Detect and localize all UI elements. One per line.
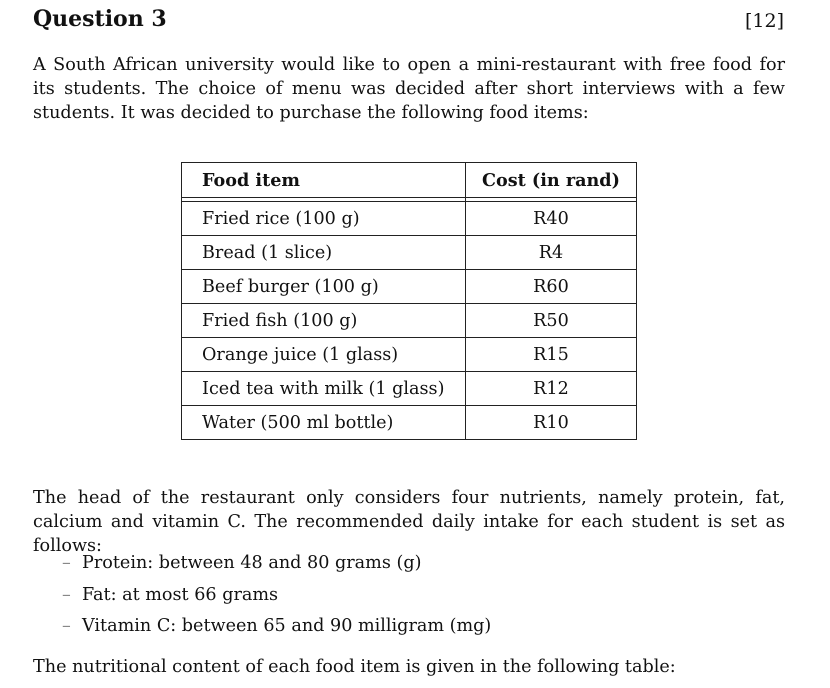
table-row [182, 270, 636, 304]
list-item-text: Fat: at most 66 grams [82, 584, 279, 605]
dash-bullet: – [62, 616, 71, 636]
cost-cell: R10 [533, 412, 569, 433]
table-header-row [182, 163, 636, 198]
dash-bullet: – [62, 553, 71, 573]
intro-paragraph: A South African university would like to open a mini-restaurant with free food for its students. The choice of menu was decided after short interviews with a few students. It was decided to purchase the following food items: [33, 55, 785, 123]
list-item [62, 582, 491, 614]
cost-cell: R40 [466, 202, 636, 236]
food-cost-table [181, 162, 637, 440]
table-row [182, 406, 636, 439]
food-item-cell: Orange juice (1 glass) [182, 338, 466, 372]
cost-cell: R12 [466, 372, 636, 406]
list-item [62, 550, 491, 582]
table-row [182, 236, 636, 270]
cost-cell: R60 [466, 270, 636, 304]
question-title: Question 3 [33, 6, 167, 32]
list-item-text: Vitamin C: between 65 and 90 milligram (mg) [82, 616, 492, 636]
intake-list [62, 550, 491, 645]
food-item-cell: Fried fish (100 g) [182, 304, 466, 338]
closing-paragraph: The nutritional content of each food item is given in the following table: [33, 657, 676, 677]
cost-cell: R15 [466, 338, 636, 372]
header-cost: Cost (in rand) [466, 163, 636, 198]
list-item-text: Protein: between 48 and 80 grams (g) [82, 553, 422, 573]
table-row [182, 304, 636, 338]
food-item-cell: Fried rice (100 g) [182, 202, 466, 236]
table-row [182, 372, 636, 406]
dash-bullet: – [62, 584, 71, 605]
header-food-item: Food item [182, 163, 466, 198]
food-item-cell: Iced tea with milk (1 glass) [182, 372, 466, 406]
question-marks: [12] [744, 10, 784, 32]
list-item [62, 613, 491, 645]
food-item-cell: Beef burger (100 g) [182, 270, 466, 304]
cost-cell: R50 [466, 304, 636, 338]
food-item-cell: Water (500 ml bottle) [182, 406, 466, 439]
food-item-cell: Bread (1 slice) [182, 236, 466, 270]
table-row [182, 202, 636, 236]
table-row [182, 338, 636, 372]
cost-cell: R4 [466, 236, 636, 270]
nutrients-paragraph: The head of the restaurant only considers four nutrients, namely protein, fat, calcium and vitamin C. The recommended daily intake for each student is set as follows: [33, 488, 785, 556]
